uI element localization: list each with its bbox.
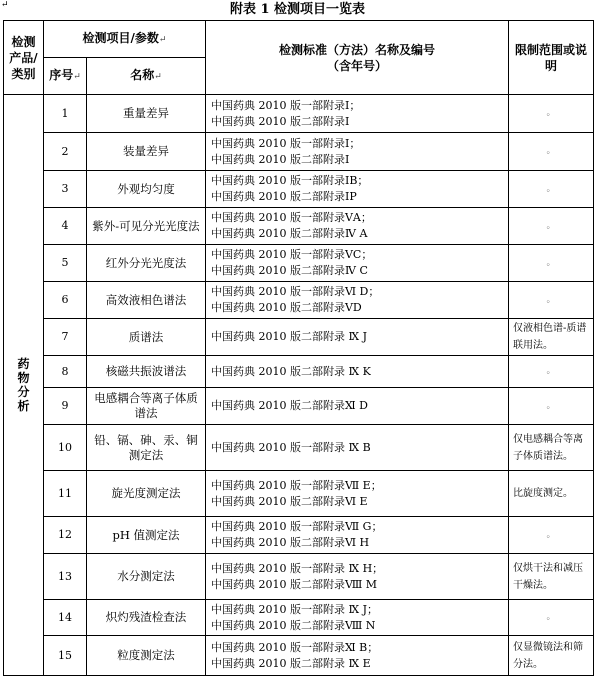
- item-name: 电感耦合等离子体质谱法: [87, 388, 206, 425]
- table-row: [4, 554, 594, 600]
- category-cell: [4, 95, 44, 676]
- category-label: 药物分析: [17, 357, 30, 413]
- item-name: 水分测定法: [87, 554, 206, 600]
- standard-cell: [206, 600, 509, 636]
- standard-cell: [206, 517, 509, 554]
- standard-cell: [206, 356, 509, 388]
- table-row: [4, 600, 594, 636]
- standard-line: 中国药典 2010 版二部附录Ⅳ A: [211, 227, 368, 240]
- standard-cell: [206, 282, 509, 319]
- header-category: 检测产品/类别: [4, 21, 44, 95]
- table-row: [4, 636, 594, 676]
- limit-cell: 。: [509, 388, 594, 425]
- standard-line: 中国药典 2010 版一部附录Ⅰ；: [211, 136, 361, 150]
- standard-line: 中国药典 2010 版二部附录Ⅳ C: [211, 264, 368, 277]
- standard-line: 中国药典 2010 版二部附录Ⅵ E: [211, 494, 368, 508]
- standard-line: 中国药典 2010 版二部附录Ⅷ M: [211, 577, 378, 591]
- standard-line: 中国药典 2010 版一部附录ⅠB；: [211, 174, 369, 187]
- limit-cell: 仅液相色谱-质谱联用法。: [509, 319, 594, 356]
- table-row: [4, 517, 594, 554]
- document-title: 附表 1 检测项目一览表: [229, 2, 366, 17]
- standard-cell: [206, 388, 509, 425]
- standard-cell: [206, 171, 509, 208]
- item-name: 炽灼残渣检查法: [87, 600, 206, 636]
- row-number: 8: [44, 356, 87, 388]
- limit-cell: 仅显微镜法和筛分法。: [509, 636, 594, 676]
- limit-cell: 。: [509, 600, 594, 636]
- row-number: 11: [44, 471, 87, 517]
- standard-cell: [206, 319, 509, 356]
- table-row: [4, 425, 594, 471]
- row-number: 1: [44, 95, 87, 133]
- standard-cell: [206, 425, 509, 471]
- standard-line: 中国药典 2010 版一部附录Ⅰ；: [211, 98, 361, 112]
- item-name: 粒度测定法: [87, 636, 206, 676]
- standard-line: 中国药典 2010 版二部附录 Ⅸ J: [211, 330, 368, 343]
- standard-cell: [206, 636, 509, 676]
- table-row: [4, 133, 594, 171]
- standard-line: 中国药典 2010 版一部附录 Ⅸ J；: [211, 602, 379, 616]
- row-number: 5: [44, 245, 87, 282]
- standard-line: 中国药典 2010 版二部附录ⅠP: [211, 190, 357, 203]
- table-row: [4, 319, 594, 356]
- standard-line: 中国药典 2010 版一部附录Ⅵ D；: [211, 285, 380, 298]
- row-number: 6: [44, 282, 87, 319]
- table-row: [4, 356, 594, 388]
- paragraph-mark: ↵: [1, 0, 9, 10]
- standard-line: 中国药典 2010 版一部附录ⅤC；: [211, 248, 373, 261]
- header-standard: 检测标准（方法）名称及编号（含年号）: [206, 21, 509, 95]
- item-name: 重量差异: [87, 95, 206, 133]
- limit-cell: 。: [509, 95, 594, 133]
- standard-line: 中国药典 2010 版二部附录Ⅵ H: [211, 536, 370, 549]
- limit-cell: 。: [509, 356, 594, 388]
- row-number: 9: [44, 388, 87, 425]
- row-number: 3: [44, 171, 87, 208]
- standard-line: 中国药典 2010 版二部附录Ⅰ: [211, 114, 350, 128]
- standard-cell: [206, 95, 509, 133]
- item-name: 核磁共振波谱法: [87, 356, 206, 388]
- limit-cell: 。: [509, 245, 594, 282]
- table-row: [4, 95, 594, 133]
- standard-line: 中国药典 2010 版二部附录ⅤD: [211, 301, 362, 314]
- item-name: 装量差异: [87, 133, 206, 171]
- standard-line: 中国药典 2010 版二部附录Ⅺ D: [211, 399, 368, 412]
- limit-cell: 。: [509, 282, 594, 319]
- header-seq: 序号↵: [44, 58, 87, 95]
- item-name: 高效液相色谱法: [87, 282, 206, 319]
- standard-cell: [206, 208, 509, 245]
- standard-line: 中国药典 2010 版二部附录Ⅰ: [211, 152, 350, 166]
- standard-line: 中国药典 2010 版一部附录Ⅶ E；: [211, 478, 382, 492]
- table-row: [4, 171, 594, 208]
- limit-cell: 。: [509, 517, 594, 554]
- item-name: 外观均匀度: [87, 171, 206, 208]
- standard-line: 中国药典 2010 版一部附录 Ⅸ H；: [211, 561, 384, 575]
- header-name: 名称↵: [87, 58, 206, 95]
- item-name: 红外分光光度法: [87, 245, 206, 282]
- standard-line: 中国药典 2010 版一部附录Ⅶ G；: [211, 520, 383, 533]
- limit-cell: 仅烘干法和减压干燥法。: [509, 554, 594, 600]
- standard-cell: [206, 133, 509, 171]
- standard-line: 中国药典 2010 版一部附录Ⅺ B；: [211, 640, 379, 654]
- item-name: 紫外-可见分光光度法: [87, 208, 206, 245]
- standard-cell: [206, 554, 509, 600]
- limit-cell: 。: [509, 133, 594, 171]
- table-row: [4, 471, 594, 517]
- inspection-items-table: [3, 20, 594, 676]
- table-row: [4, 388, 594, 425]
- header-limit: 限制范围或说明: [509, 21, 594, 95]
- standard-line: 中国药典 2010 版二部附录 Ⅸ E: [211, 656, 371, 670]
- limit-cell: 仅电感耦合等离子体质谱法。: [509, 425, 594, 471]
- row-number: 15: [44, 636, 87, 676]
- limit-cell: 。: [509, 171, 594, 208]
- row-number: 10: [44, 425, 87, 471]
- item-name: 铅、镉、砷、汞、铜测定法: [87, 425, 206, 471]
- item-name: pH 值测定法: [87, 517, 206, 554]
- row-number: 4: [44, 208, 87, 245]
- row-number: 14: [44, 600, 87, 636]
- limit-cell: 比旋度测定。: [509, 471, 594, 517]
- standard-line: 中国药典 2010 版二部附录 Ⅸ K: [211, 364, 371, 378]
- standard-cell: [206, 245, 509, 282]
- table-row: [4, 282, 594, 319]
- row-number: 7: [44, 319, 87, 356]
- standard-line: 中国药典 2010 版一部附录ⅤA；: [211, 211, 372, 224]
- table-row: [4, 245, 594, 282]
- row-number: 2: [44, 133, 87, 171]
- item-name: 旋光度测定法: [87, 471, 206, 517]
- header-item-param: 检测项目/参数↵: [44, 21, 206, 58]
- limit-cell: 。: [509, 208, 594, 245]
- standard-cell: [206, 471, 509, 517]
- row-number: 12: [44, 517, 87, 554]
- item-name: 质谱法: [87, 319, 206, 356]
- row-number: 13: [44, 554, 87, 600]
- standard-line: 中国药典 2010 版二部附录Ⅷ N: [211, 618, 376, 632]
- table-row: [4, 208, 594, 245]
- standard-line: 中国药典 2010 版一部附录 Ⅸ B: [211, 440, 371, 454]
